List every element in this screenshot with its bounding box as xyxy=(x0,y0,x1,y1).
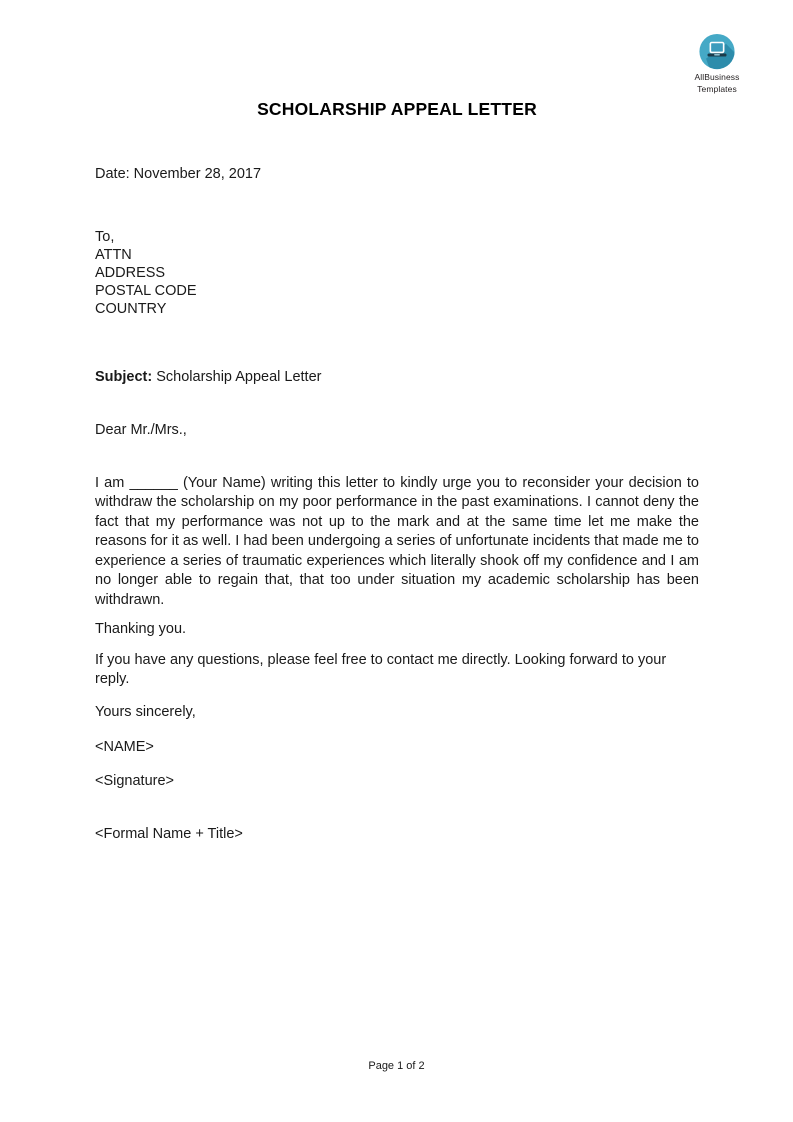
recipient-attn: ATTN xyxy=(95,246,132,263)
recipient-to: To, xyxy=(95,228,115,245)
letter-title: SCHOLARSHIP APPEAL LETTER xyxy=(257,99,537,119)
allbusiness-templates-logo xyxy=(691,33,743,94)
questions-line: If you have any questions, please feel free to contact me directly. Looking forward to your reply. xyxy=(95,651,667,687)
logo-text-line1: AllBusiness xyxy=(694,72,740,82)
recipient-block xyxy=(95,228,699,318)
page-footer: Page 1 of 2 xyxy=(368,1060,425,1072)
name-placeholder: <NAME> xyxy=(95,739,154,755)
subject-line xyxy=(95,368,699,388)
salutation: Dear Mr./Mrs., xyxy=(95,422,187,438)
logo-text-line2: Templates xyxy=(697,83,737,94)
recipient-address: ADDRESS xyxy=(95,264,166,281)
recipient-postal-code: POSTAL CODE xyxy=(95,282,197,299)
subject-label: Subject: xyxy=(95,368,153,385)
date-line: Date: November 28, 2017 xyxy=(95,166,262,182)
formal-name-placeholder: <Formal Name + Title> xyxy=(95,826,243,842)
signature-placeholder: <Signature> xyxy=(95,772,175,789)
thanking-line: Thanking you. xyxy=(95,621,187,637)
body-paragraph: I am ______ (Your Name) writing this letter to kindly urge you to reconsider your decision to withdraw the scholarship on my poor performance in the past examinations. I cannot deny the fact that my performance was not up to the mark and at the same time let me make the reasons for it as well. I had been undergoing a series of unfortunate incidents that made me to experience a series of traumatic experiences which literally shook off my confidence and I am no longer able to regain that, that too under situation my academic scholarship has been withdrawn. xyxy=(95,474,699,608)
subject-text: Scholarship Appeal Letter xyxy=(152,368,322,385)
laptop-icon xyxy=(691,33,743,71)
closing-line: Yours sincerely, xyxy=(95,703,196,720)
recipient-country: COUNTRY xyxy=(95,300,167,317)
